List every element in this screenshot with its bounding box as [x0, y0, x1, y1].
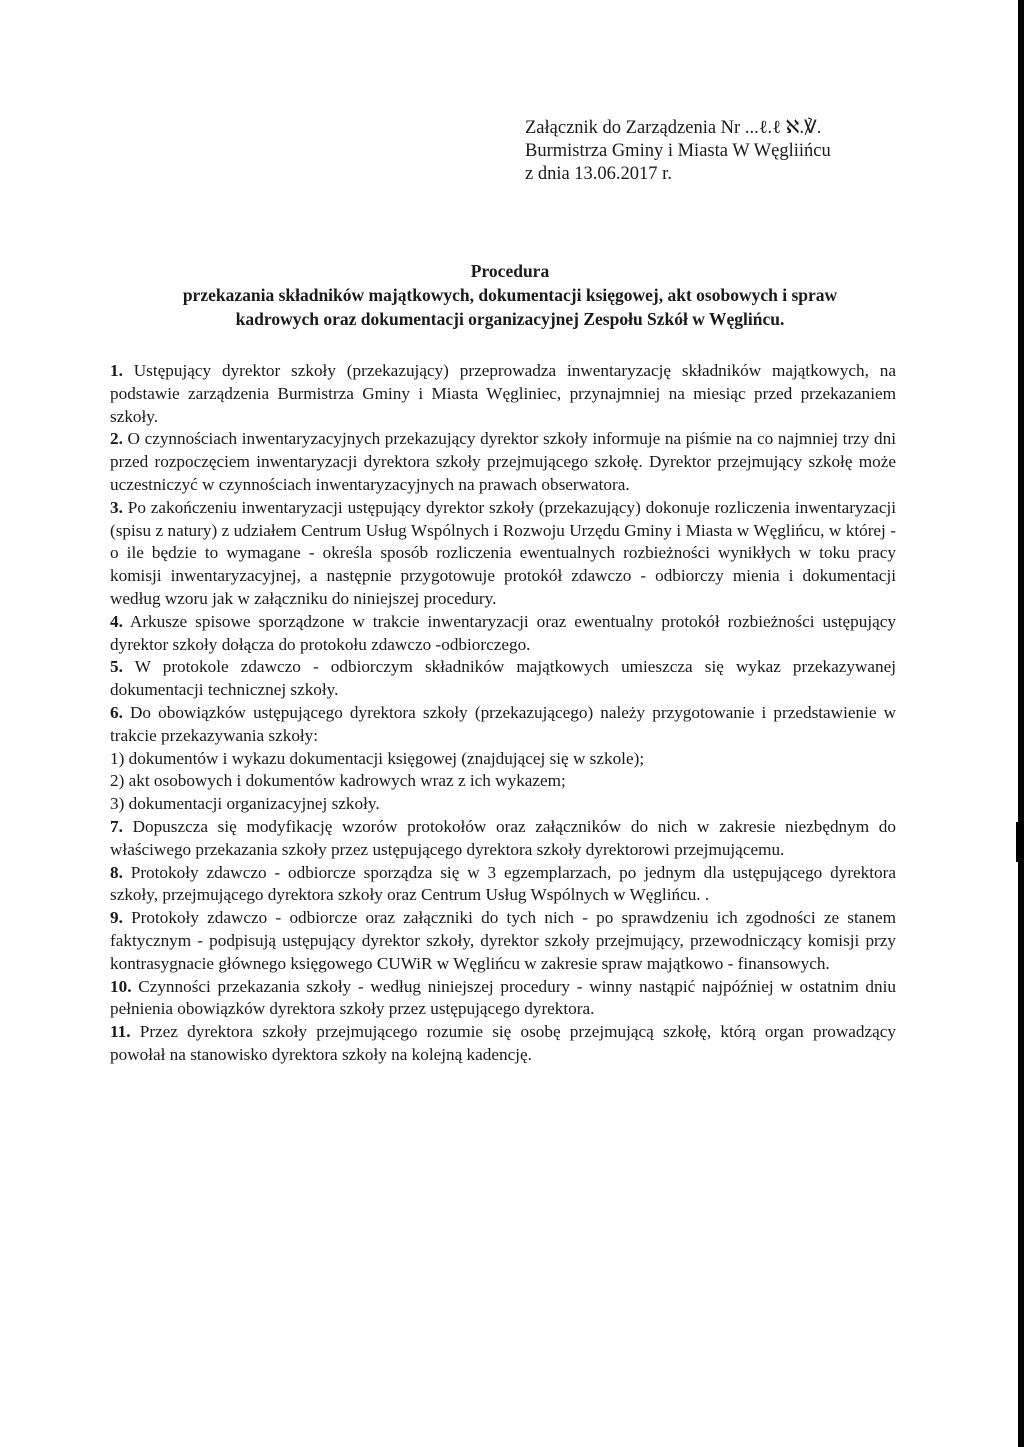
- point-text: Do obowiązków ustępującego dyrektora szkoły (przekazującego) należy przygotowanie i przedstawienie w trakcie przekazywania szkoły:: [110, 702, 896, 745]
- point-number: 1.: [110, 361, 123, 380]
- point-number: 3.: [110, 497, 123, 517]
- point-number: 10.: [110, 976, 132, 996]
- point-number: 2.: [110, 429, 123, 449]
- point-number: 11.: [110, 1022, 131, 1042]
- point-number: 6.: [110, 702, 123, 722]
- point-2: [110, 428, 896, 496]
- point-number: 9.: [110, 908, 123, 928]
- title-line-3: kadrowych oraz dokumentacji organizacyjnej Zespołu Szkół w Węglińcu.: [235, 309, 785, 329]
- scan-border: [1018, 0, 1024, 1447]
- point-text: Arkusze spisowe sporządzone w trakcie inwentaryzacji oraz ewentualny protokół rozbieżności ustępujący dyrektor szkoły dołącza do protokołu zdawczo -odbiorczego.: [110, 611, 896, 654]
- point-text: Protokoły zdawczo - odbiorcze oraz załączniki do tych nich - po sprawdzeniu ich zgodności ze stanem faktycznym - podpisują ustępujący dyrektor szkoły, dyrektor szkoły przejmujący, przewodniczący komisji przy kontrasygnacie głównego księgowego CUWiR w Węglińcu w zakresie spraw majątkowo - finansowych.: [110, 908, 896, 973]
- subpoint-1: 1) dokumentów i wykazu dokumentacji księgowej (znajdującej się w szkole);: [110, 748, 645, 768]
- header-line-2: Burmistrza Gminy i Miasta W Węgliińcu: [525, 141, 831, 161]
- point-8: [110, 862, 896, 908]
- point-text: Po zakończeniu inwentaryzacji ustępujący dyrektor szkoły (przekazujący) dokonuje rozliczenia inwentaryzacji (spisu z natury) z udziałem Centrum Usług Wspólnych i Rozwoju Urzędu Gminy i Miasta w Węglińcu, w której - o ile będzie to wymagane - określa sposób rozliczenia ewentualnych rozbieżności wynikłych w toku pracy komisji inwentaryzacyjnej, a następnie przygotowuje protokół zdawczo - odbiorczy mienia i dokumentacji według wzoru jak w załączniku do niniejszej procedury.: [110, 497, 896, 608]
- point-text: W protokole zdawczo - odbiorczym składników majątkowych umieszcza się wykaz przekazywanej dokumentacji technicznej szkoły.: [110, 657, 896, 700]
- point-text: O czynnościach inwentaryzacyjnych przekazujący dyrektor szkoły informuje na piśmie na co najmniej trzy dni przed rozpoczęciem inwentaryzacji dyrektora szkoły przejmującego szkołę. Dyrektor przejmujący szkołę może uczestniczyć w czynnościach inwentaryzacyjnych na prawach obserwatora.: [110, 429, 896, 494]
- point-9: [110, 907, 896, 975]
- point-6: [110, 702, 896, 748]
- header-line-3: z dnia 13.06.2017 r.: [525, 164, 672, 184]
- document-body: [110, 360, 896, 1067]
- point-text: Przez dyrektora szkoły przejmującego rozumie się osobę przejmującą szkołę, którą organ prowadzący powołał na stanowisko dyrektora szkoły na kolejną kadencję.: [110, 1022, 896, 1064]
- point-11: [110, 1021, 896, 1067]
- point-7: [110, 816, 896, 862]
- point-text: Czynności przekazania szkoły - według niniejszej procedury - winny nastąpić najpóźniej w ostatnim dniu pełnienia obowiązków dyrektora szkoły przez ustępującego dyrektora.: [110, 976, 896, 1019]
- point-5: [110, 656, 896, 702]
- subpoint-2: 2) akt osobowych i dokumentów kadrowych wraz z ich wykazem;: [110, 771, 566, 791]
- subpoint-3: 3) dokumentacji organizacyjnej szkoły.: [110, 794, 380, 814]
- scan-artifact: [1016, 822, 1018, 862]
- point-10: [110, 976, 896, 1022]
- attachment-header: [525, 117, 885, 186]
- point-number: 8.: [110, 862, 123, 882]
- point-1: [110, 360, 896, 428]
- point-3: [110, 497, 896, 611]
- point-text: Protokoły zdawczo - odbiorcze sporządza się w 3 egzemplarzach, po jednym dla ustępującego dyrektora szkoły, przejmującego dyrektora szkoły oraz Centrum Usług Wspólnych w Węglińcu. .: [110, 862, 896, 905]
- point-number: 5.: [110, 657, 123, 677]
- header-line-1: Załącznik do Zarządzenia Nr ...ℓ.ℓ ℵ.℣.: [525, 118, 822, 138]
- point-text: Ustępujący dyrektor szkoły (przekazujący) przeprowadza inwentaryzację składników majątkowych, na podstawie zarządzenia Burmistrza Gminy i Miasta Węgliniec, przynajmniej na miesiąc przed przekazaniem szkoły.: [110, 361, 896, 426]
- point-text: Dopuszcza się modyfikację wzorów protokołów oraz załączników do nich w zakresie niezbędnym do właściwego przekazania szkoły przez ustępującego dyrektora szkoły dyrektorowi przejmującemu.: [110, 816, 896, 859]
- point-number: 4.: [110, 611, 123, 631]
- point-4: [110, 611, 896, 657]
- title-line-2: przekazania składników majątkowych, dokumentacji księgowej, akt osobowych i spraw: [182, 285, 838, 305]
- point-number: 7.: [110, 816, 123, 836]
- document-title: [110, 259, 910, 331]
- title-line-1: Procedura: [470, 261, 550, 281]
